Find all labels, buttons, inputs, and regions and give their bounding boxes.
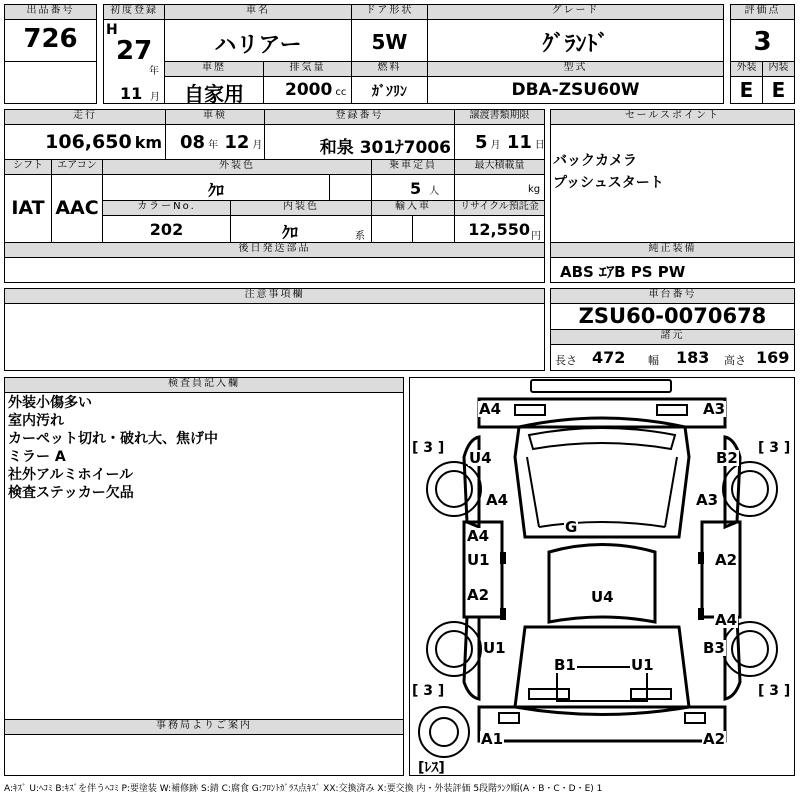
color-no-label: カラーNo.: [102, 200, 231, 216]
sales-point-line-1: バックカメラ: [553, 153, 637, 169]
tire-rear-left: [ 3 ]: [412, 683, 445, 699]
first-reg-year-unit: 年: [149, 66, 159, 77]
inspection-month-unit: 月: [252, 140, 263, 151]
first-reg-month: 11: [120, 84, 143, 103]
import-box-1: [371, 215, 413, 243]
inspection-label: 車検: [165, 109, 265, 125]
fuel-label: 燃料: [351, 61, 428, 77]
dmg-front-right: A3: [703, 400, 726, 418]
score-label: 評価点: [730, 4, 795, 20]
inspection-year-unit: 年: [208, 140, 219, 151]
ac: AAC: [55, 197, 99, 219]
dmg-left-rear-fender: U1: [483, 639, 506, 657]
transfer-deadline: [475, 132, 545, 153]
lot-number: 726: [23, 24, 78, 54]
first-reg-month-unit: 月: [150, 92, 160, 103]
inspection-year: 08: [180, 132, 206, 153]
displacement-label: 排気量: [263, 61, 352, 77]
transfer-day: 11: [506, 132, 532, 153]
grade: ｸﾞﾗﾝﾄﾞ: [542, 32, 609, 57]
recycle-unit: 円: [531, 231, 541, 242]
capacity-value: 5: [410, 179, 422, 198]
legend: A:ｷｽﾞ U:ﾍｺﾐ B:ｷｽﾞを伴うﾍｺﾐ P:要塗装 W:補修跡 S:錆 C:腐食 G:ﾌﾛﾝﾄｶﾞﾗｽ点ｷｽﾞ XX:交換済み X:要交換 内・外装評価 5段階ﾗﾝｸ順(A・B・C・D・E) 1: [4, 784, 603, 794]
car-name-label: 車名: [164, 4, 352, 20]
dmg-hood-right: A3: [696, 491, 719, 509]
dmg-roof: U4: [591, 588, 614, 606]
dmg-right-front-fender: B2: [716, 449, 738, 467]
dmg-left-front-fender: U4: [469, 449, 492, 467]
displacement-unit: cc: [335, 87, 347, 98]
int-color-unit: 系: [355, 231, 365, 242]
mileage-unit: km: [134, 133, 162, 152]
office-label: 事務局よりご案内: [4, 719, 404, 735]
dmg-front-left: A4: [479, 400, 502, 418]
displacement-value: 2000: [285, 80, 333, 100]
tire-front-right: [ 3 ]: [758, 440, 791, 456]
fuel: ｶﾞｿﾘﾝ: [372, 84, 407, 100]
ext-score: E: [739, 78, 754, 102]
length-value: 472: [592, 348, 626, 367]
registration-number: 和泉 301ﾅ7006: [319, 138, 451, 158]
chassis-label: 車台番号: [550, 288, 795, 304]
door-label: ドア形状: [351, 4, 428, 20]
model-label: 型式: [427, 61, 724, 77]
displacement: [285, 80, 346, 100]
first-reg-era: H: [106, 22, 118, 38]
transfer-month: 5: [475, 132, 488, 153]
later-parts-box: [4, 257, 545, 283]
dmg-hood-left: A4: [486, 491, 509, 509]
int-color-label: 内装色: [230, 200, 372, 216]
max-load-unit: kg: [528, 184, 541, 195]
tire-front-left: [ 3 ]: [412, 440, 445, 456]
dmg-rear-right: U1: [631, 656, 654, 674]
width-value: 183: [676, 348, 710, 367]
import-box-2: [412, 215, 455, 243]
lot-extra-box: [4, 61, 97, 104]
transfer-day-unit: 日: [534, 140, 545, 151]
int-score-label: 内装: [762, 61, 795, 77]
mileage-value: 106,650: [45, 131, 132, 153]
length-label: 長さ: [555, 354, 577, 367]
dmg-windshield: G: [565, 518, 578, 536]
dmg-left-front-door: A4: [467, 527, 490, 545]
dmg-right-rear-fender: B3: [703, 639, 725, 657]
equipment-label: 純正装備: [550, 242, 795, 258]
height-label: 高さ: [724, 354, 746, 367]
int-score: E: [771, 78, 786, 102]
mileage: [4, 131, 162, 153]
int-color: ｸﾛ: [281, 223, 298, 242]
ext-score-label: 外装: [730, 61, 763, 77]
first-reg-year: 27: [116, 36, 153, 66]
inspector-label: 検査員記入欄: [4, 377, 404, 393]
dmg-rear-bumper-left: A1: [481, 730, 504, 748]
tire-rear-right: [ 3 ]: [758, 683, 791, 699]
caution-box: [4, 303, 545, 371]
inspector-line-4: ミラー A: [8, 449, 66, 465]
recycle-label: リサイクル預託金: [454, 200, 545, 216]
door-type: 5W: [371, 30, 408, 54]
max-load-label: 最大積載量: [454, 159, 545, 175]
history-label: 車歴: [164, 61, 264, 77]
history: 自家用: [184, 82, 244, 106]
equipment: ABS ｴｱB PS PW: [560, 263, 686, 281]
mileage-label: 走行: [4, 109, 166, 125]
ac-label: エアコン: [51, 159, 103, 175]
inspector-line-1: 外装小傷多い: [8, 395, 92, 411]
grade-label: グレード: [427, 4, 724, 20]
car-diagram: [409, 377, 795, 776]
caution-label: 注意事項欄: [4, 288, 545, 304]
shift: IAT: [11, 197, 45, 219]
inspector-line-6: 検査ステッカー欠品: [8, 485, 134, 501]
inspection: [180, 132, 262, 153]
spare-tire: [ﾚｽ]: [418, 760, 445, 776]
specs-label: 諸元: [550, 329, 795, 345]
later-parts-label: 後日発送部品: [4, 242, 545, 258]
car-name: ハリアー: [214, 33, 302, 58]
dmg-left-front-door-2: U1: [467, 551, 490, 569]
ext-color: ｸﾛ: [207, 181, 224, 200]
office-box: [4, 734, 404, 776]
dmg-right-rear-door: A4: [715, 611, 738, 629]
ext-color-extra: [329, 174, 372, 201]
import-label: 輸入車: [371, 200, 455, 216]
capacity-label: 乗車定員: [371, 159, 455, 175]
lot-label: 出品番号: [4, 4, 97, 20]
shift-label: シフト: [4, 159, 52, 175]
inspector-line-3: カーペット切れ・破れ大、焦げ中: [8, 431, 218, 447]
dmg-left-rear-door: A2: [467, 586, 490, 604]
ext-color-label: 外装色: [102, 159, 372, 175]
height-value: 169: [756, 348, 790, 367]
capacity-unit: 人: [429, 186, 440, 197]
capacity: [410, 179, 439, 198]
inspection-month: 12: [224, 132, 250, 153]
inspector-line-2: 室内汚れ: [8, 413, 64, 429]
width-label: 幅: [648, 354, 659, 367]
registration-label: 登録番号: [264, 109, 455, 125]
chassis-number: ZSU60-0070678: [578, 304, 767, 328]
dmg-right-front-door: A2: [715, 551, 738, 569]
transfer-month-unit: 月: [490, 140, 501, 151]
inspector-line-5: 社外アルミホイール: [8, 467, 134, 483]
sales-point-line-2: プッシュスタート: [553, 175, 664, 191]
sales-point-label: セールスポイント: [550, 109, 795, 125]
score-value: 3: [753, 27, 772, 57]
model: DBA-ZSU60W: [511, 80, 640, 100]
dmg-rear-bumper-right: A2: [703, 730, 726, 748]
recycle-value: 12,550: [468, 220, 530, 239]
first-reg-label: 初度登録: [103, 4, 165, 20]
dmg-rear-left: B1: [554, 656, 576, 674]
color-no: 202: [149, 220, 184, 239]
transfer-label: 譲渡書類期限: [454, 109, 545, 125]
